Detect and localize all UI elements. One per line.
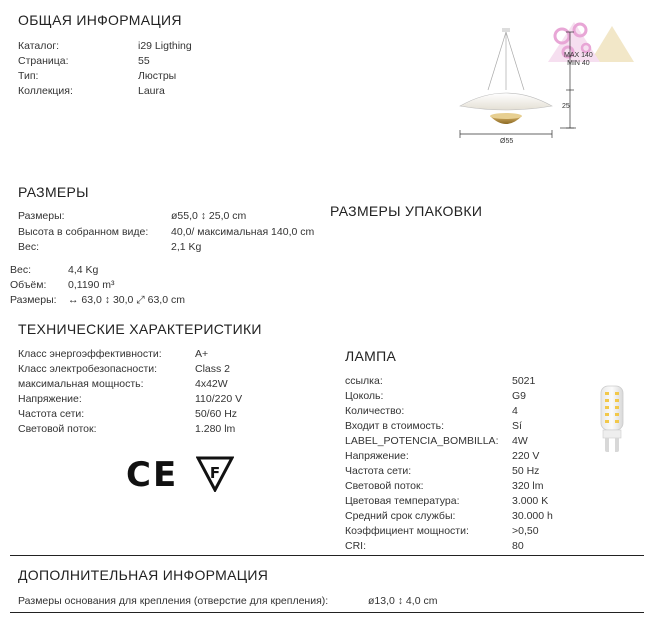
g9-bulb-image (596, 384, 628, 454)
row-value: 0,1190 m³ (68, 279, 115, 291)
row-label: LABEL_POTENCIA_BOMBILLA: (345, 435, 499, 447)
max-min-label (564, 52, 593, 68)
row-value: >0,50 (512, 525, 539, 537)
row-value: 50/60 Hz (195, 408, 238, 420)
row-value: 5021 (512, 375, 536, 387)
row-label: Цветовая температура: (345, 495, 460, 507)
row-value: 3.000 K (512, 495, 549, 507)
row-value: ø13,0 ↕ 4,0 cm (368, 595, 438, 607)
row-label: Частота сети: (345, 465, 412, 477)
row-label: Количество: (345, 405, 405, 417)
row-value: 1.280 lm (195, 423, 236, 435)
f-mark-letter: F (209, 464, 221, 482)
row-value: 4 (512, 405, 518, 417)
row-value: Люстры (138, 70, 177, 82)
lamp-dimension-drawing (448, 28, 596, 152)
shade-height-label: 25 (562, 103, 570, 110)
ce-mark-icon: CE (126, 455, 179, 495)
row-value: 2,1 Kg (171, 241, 202, 253)
divider (10, 555, 644, 556)
sizes-title: РАЗМЕРЫ (18, 184, 89, 200)
technical-title: ТЕХНИЧЕСКИЕ ХАРАКТЕРИСТИКИ (18, 321, 262, 337)
row-value: 110/220 V (195, 393, 243, 405)
row-label: Тип: (18, 70, 39, 82)
row-label: Средний срок службы: (345, 510, 456, 522)
row-value: Sí (512, 420, 522, 432)
row-label: Напряжение: (345, 450, 409, 462)
row-label: Коэффициент мощности: (345, 525, 469, 537)
row-value: 40,0/ максимальная 140,0 cm (171, 226, 315, 238)
row-value: 55 (138, 55, 150, 67)
max-height-label: MAX 140 (564, 52, 593, 59)
packaging-title: РАЗМЕРЫ УПАКОВКИ (330, 203, 483, 219)
general-title: ОБЩАЯ ИНФОРМАЦИЯ (18, 12, 182, 28)
row-label: Вес: (10, 264, 32, 276)
row-value: 30.000 h (512, 510, 553, 522)
row-label: CRI: (345, 540, 366, 552)
row-value: 4,4 Kg (68, 264, 99, 276)
row-value: 50 Hz (512, 465, 540, 477)
row-value: 220 V (512, 450, 540, 462)
row-label: Вес: (18, 241, 40, 253)
row-label: Размеры: (10, 294, 57, 306)
row-label: Класс энергоэффективности: (18, 348, 162, 360)
row-label: Световой поток: (345, 480, 424, 492)
row-label: максимальная мощность: (18, 378, 144, 390)
row-label: Частота сети: (18, 408, 85, 420)
row-label: Световой поток: (18, 423, 97, 435)
diameter-label: Ø55 (500, 138, 514, 145)
f-mark-icon (196, 456, 234, 492)
row-label: Каталог: (18, 40, 60, 52)
row-label: Объём: (10, 279, 47, 291)
row-value: 4x42W (195, 378, 228, 390)
row-label: ссылка: (345, 375, 383, 387)
min-height-label: MIN 40 (567, 60, 590, 67)
row-label: Класс электробезопасности: (18, 363, 158, 375)
row-label: Страница: (18, 55, 69, 67)
divider (10, 612, 644, 613)
row-value: 320 lm (512, 480, 544, 492)
row-value: ↔ 63,0 ↕ 30,0 ⤢ 63,0 cm (68, 294, 185, 306)
row-label: Коллекция: (18, 85, 73, 97)
row-value: i29 Ligthing (138, 40, 192, 52)
row-label: Размеры: (18, 210, 65, 222)
row-value: ø55,0 ↕ 25,0 cm (171, 210, 247, 222)
row-value: 4W (512, 435, 528, 447)
row-label: Цоколь: (345, 390, 384, 402)
row-label: Высота в собранном виде: (18, 226, 149, 238)
row-value: Class 2 (195, 363, 231, 375)
row-value: 80 (512, 540, 524, 552)
row-value: G9 (512, 390, 527, 402)
row-label: Входит в стоимость: (345, 420, 444, 432)
row-label: Напряжение: (18, 393, 82, 405)
row-value: Laura (138, 85, 165, 97)
row-value: A+ (195, 348, 209, 360)
row-label: Размеры основания для крепления (отверстие для крепления): (18, 595, 329, 607)
additional-title: ДОПОЛНИТЕЛЬНАЯ ИНФОРМАЦИЯ (18, 567, 269, 583)
lamp-title: ЛАМПА (345, 348, 397, 364)
